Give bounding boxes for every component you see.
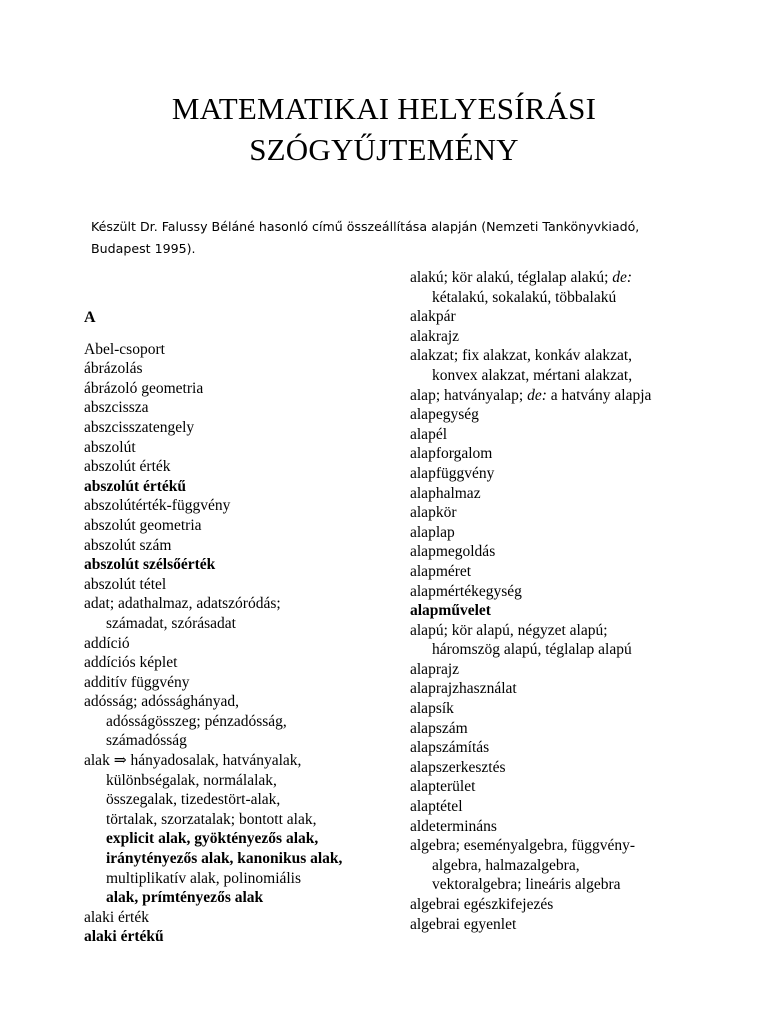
entry-continuation: számadat, szórásadat [106, 614, 236, 632]
entry-continuation: kétalakú, sokalakú, többalakú [432, 288, 617, 306]
entry-continuation: összegalak, tizedestört-alak, [106, 791, 281, 809]
entry: aldetermináns [410, 817, 497, 835]
entry: algebrai egészkifejezés [410, 896, 554, 913]
entry-continuation: számadósság [106, 732, 187, 750]
entry-continuation: adósságösszeg; pénzadósság, [106, 712, 287, 730]
document-title [0, 88, 768, 170]
entry-continuation: vektoralgebra; lineáris algebra [432, 876, 621, 894]
entry: alapmértékegység [410, 582, 522, 600]
entry: alapterület [410, 778, 476, 796]
entry: alapkör [410, 504, 457, 522]
entry: alapú; kör alapú, négyzet alapú; [410, 621, 608, 639]
entry: alaprajzhasználat [410, 680, 517, 698]
entry: alapmegoldás [410, 543, 496, 561]
entry: abszolút geometria [84, 516, 202, 534]
entry: alapszám [410, 719, 468, 737]
entry: algebrai egyenlet [410, 915, 517, 933]
entry: addíció [84, 634, 130, 652]
entry [410, 386, 710, 406]
entry: alapszámítás [410, 739, 490, 757]
entry: abszolút tétel [84, 575, 167, 593]
entry: adat; adathalmaz, adatszóródás; [84, 595, 281, 613]
entry-continuation: háromszög alapú, téglalap alapú [432, 641, 632, 659]
entry: addíciós képlet [84, 654, 178, 672]
entry-bold: abszolút értékű [84, 477, 187, 495]
entry: alakzat; fix alakzat, konkáv alakzat, [410, 347, 633, 365]
entry: alaprajz [410, 660, 460, 678]
entry-text: a hatvány alapja [546, 386, 652, 404]
entry-text: alakú; kör alakú, téglalap alakú; [410, 269, 613, 286]
entry: alapél [410, 425, 448, 443]
entry: abszolút szám [84, 536, 172, 554]
cross-reference-marker: de: [612, 269, 633, 286]
title-line-2: SZÓGYŰJTEMÉNY [249, 132, 519, 167]
entry-continuation: multiplikatív alak, polinomiális [106, 869, 302, 887]
title-line-1: MATEMATIKAI HELYESÍRÁSI [171, 91, 597, 126]
entry: alapegység [410, 406, 479, 424]
entry: ábrázoló geometria [84, 379, 204, 397]
entry-bold: abszolút szélsőérték [84, 556, 216, 574]
entry: alaplap [410, 523, 455, 541]
entry-continuation: törtalak, szorzatalak; bontott alak, [106, 810, 317, 828]
entry-bold: alaki értékű [84, 928, 164, 946]
left-column [84, 268, 384, 947]
entry-continuation-bold: iránytényezős alak, kanonikus alak, [106, 850, 343, 868]
entry: abszcisszatengely [84, 418, 195, 436]
entry: alapfüggvény [410, 464, 495, 482]
entry-continuation: algebra, halmazalgebra, [432, 856, 580, 874]
entry: alapsík [410, 700, 454, 718]
entry: algebra; eseményalgebra, függvény- [410, 837, 636, 855]
right-column [410, 268, 710, 934]
entry: alaphalmaz [410, 484, 481, 502]
entry: abszolútérték-függvény [84, 497, 231, 515]
entry: ábrázolás [84, 360, 143, 378]
entry: abszcissza [84, 399, 149, 417]
source-note-line-1: Készült Dr. Falussy Béláné hasonló című összeállítása alapján (Nemzeti Tankönyvkiadó, [91, 219, 640, 234]
entry: adósság; adóssághányad, [84, 693, 239, 711]
entry: alaptétel [410, 798, 463, 816]
source-note [91, 216, 691, 260]
entry: Abel-csoport [84, 340, 165, 358]
entry: alakpár [410, 308, 456, 326]
entry: alak ⇒ hányadosalak, hatványalak, [84, 752, 302, 770]
entry: alapforgalom [410, 445, 493, 463]
entry-continuation-bold: explicit alak, gyöktényezős alak, [106, 830, 319, 848]
cross-reference-marker: de: [527, 386, 547, 404]
source-note-line-2: Budapest 1995). [91, 241, 196, 256]
entry: alapméret [410, 562, 472, 580]
entry-bold: alapművelet [410, 602, 491, 620]
section-heading: A [84, 309, 96, 326]
entry: abszolút érték [84, 458, 171, 476]
entry-text: alap; hatványalap; [410, 386, 528, 404]
entry [410, 268, 710, 288]
entry-continuation: különbségalak, normálalak, [106, 771, 277, 789]
entry: abszolút [84, 438, 136, 456]
entry: alapszerkesztés [410, 758, 506, 776]
entry: alakrajz [410, 327, 460, 345]
entry: alaki érték [84, 908, 149, 926]
entry: additív függvény [84, 673, 190, 691]
entry-continuation-bold: alak, prímtényezős alak [106, 889, 264, 907]
entry-continuation: konvex alakzat, mértani alakzat, [432, 366, 633, 384]
